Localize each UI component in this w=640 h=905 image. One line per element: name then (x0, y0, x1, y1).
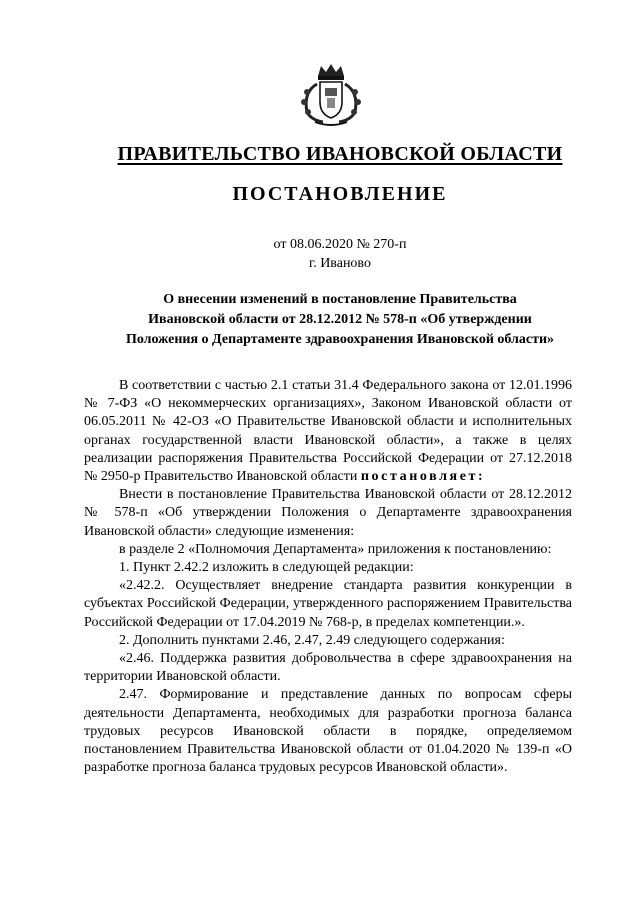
preamble-text: В соответствии с частью 2.1 статьи 31.4 Федерального закона от 12.01.1996 № 7-ФЗ «О некоммерческих организациях», Законом Ивановской области от 06.05.2011 № 42-ОЗ «О Правительстве Ивановской области и исполнительных органах государственной власти Ивановской области», а также в целях реализации распоряжения Правительства Российской Федерации от 27.12.2018 № 2950-р Правительство Ивановской области (84, 378, 572, 485)
paragraph: в разделе 2 «Полномочия Департамента» приложения к постановлению: (119, 541, 552, 557)
paragraph: 1. Пункт 2.42.2 изложить в следующей редакции: (119, 560, 414, 576)
paragraph: 2.47. Формирование и представление данных по вопросам сферы деятельности Департамента, необходимых для разработки прогноза баланса трудовых ресурсов Ивановской области в порядке, определяемом постановлением Правительства Ивановской области от 01.04.2020 № 139-п «О разработке прогноза баланса трудовых ресурсов Ивановской области». (84, 687, 572, 776)
subject-line: Положения о Департаменте здравоохранения Ивановской области» (125, 332, 555, 347)
document-body (84, 377, 572, 777)
document-type: ПОСТАНОВЛЕНИЕ (232, 183, 448, 205)
paragraph: Внести в постановление Правительства Ивановской области от 28.12.2012 № 578-п «Об утверждении Положения о Департаменте здравоохранения Ивановской области» следующие изменения: (84, 487, 572, 539)
paragraph: «2.46. Поддержка развития добровольчества в сфере здравоохранения на территории Ивановской области. (84, 651, 572, 685)
preamble-paragraph (84, 377, 572, 486)
paragraph: 2. Дополнить пунктами 2.46, 2.47, 2.49 следующего содержания: (119, 632, 505, 648)
document-subject (80, 290, 600, 350)
subject-line: Ивановской области от 28.12.2012 № 578-п «Об утверждении (148, 312, 532, 327)
paragraph: «2.42.2. Осуществляет внедрение стандарта развития конкуренции в субъектах Российской Федерации, утвержденного распоряжением Правительства Российской Федерации от 17.04.2019 № 768-р, в пределах компетенции.». (84, 578, 572, 630)
coat-of-arms-icon (293, 62, 369, 128)
subject-line: О внесении изменений в постановление Правительства (163, 292, 517, 307)
city: г. Иваново (309, 256, 371, 271)
date-number: от 08.06.2020 № 270-п (273, 237, 407, 252)
decree-word: постановляет: (360, 469, 486, 485)
government-title: ПРАВИТЕЛЬСТВО ИВАНОВСКОЙ ОБЛАСТИ (117, 143, 563, 165)
